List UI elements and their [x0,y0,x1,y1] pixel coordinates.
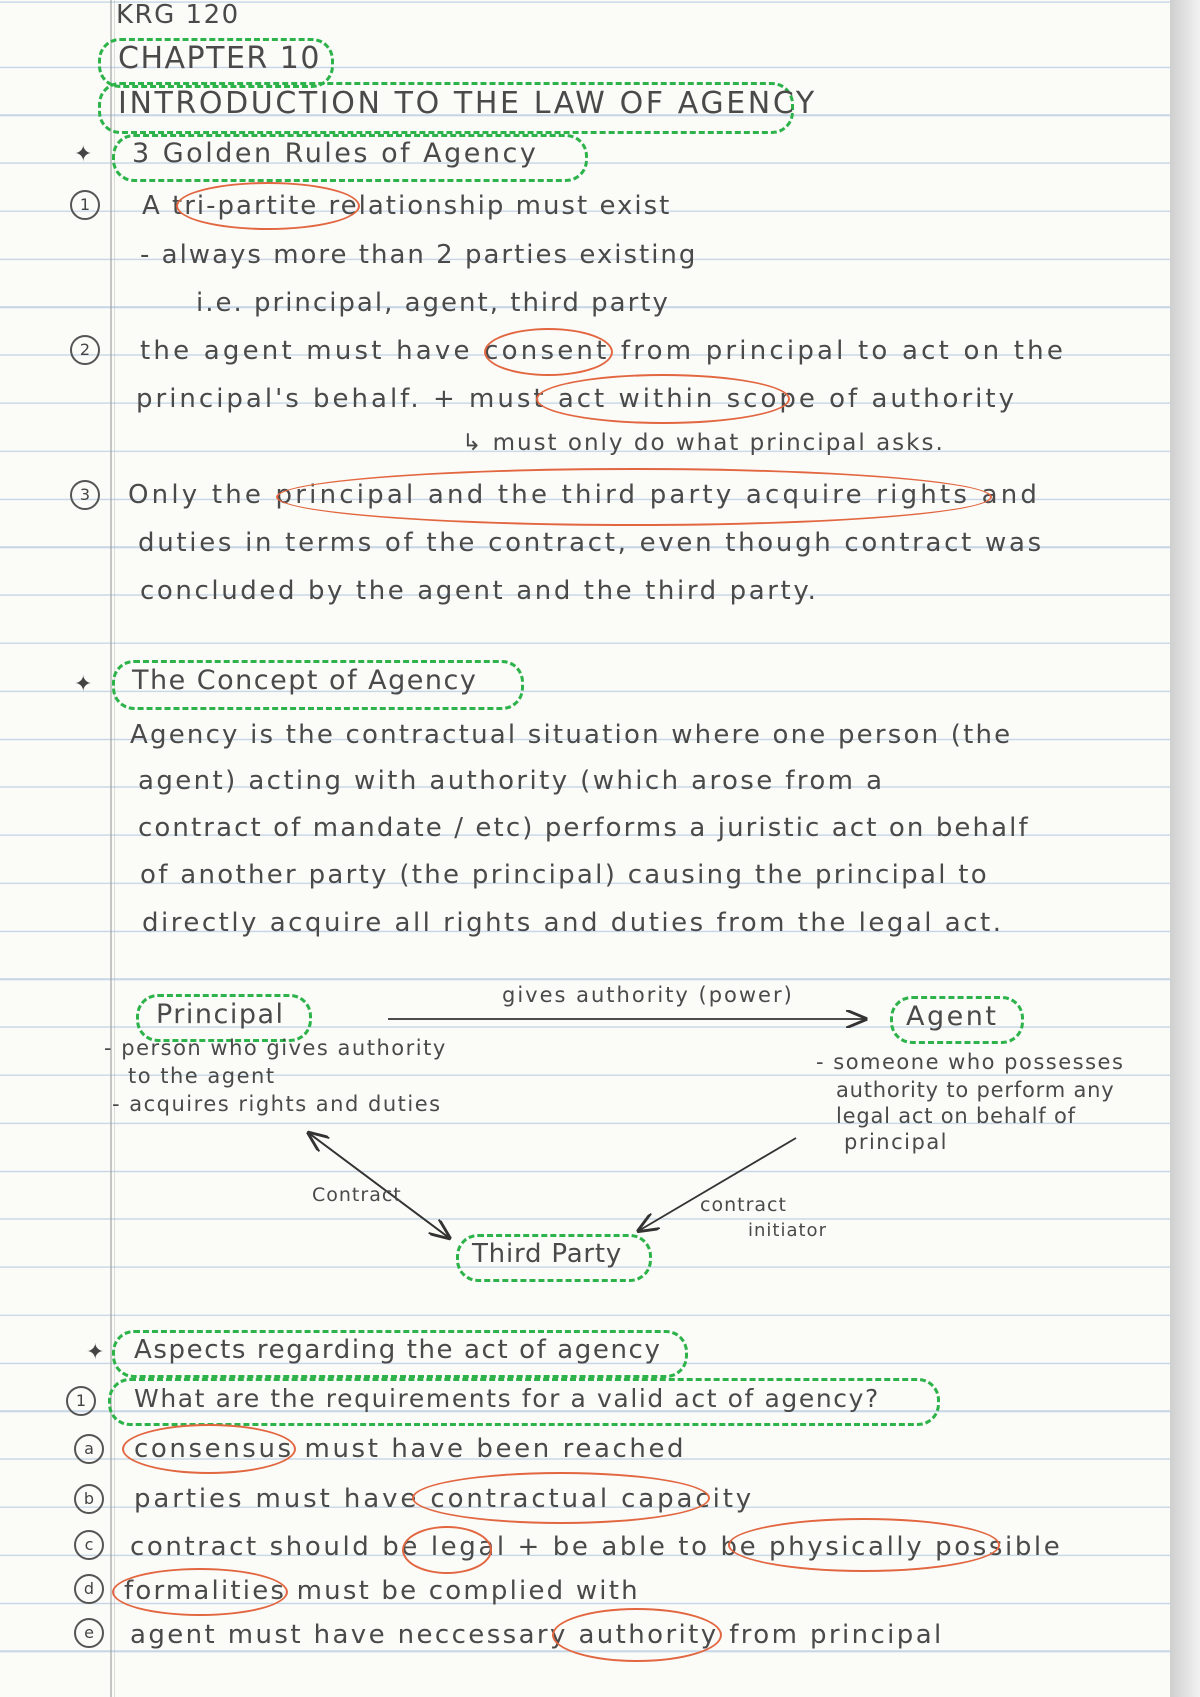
rule-2-line-2: principal's behalf. + must act within scope of authority [136,384,1017,414]
aspect-item-d: formalities must be complied with [124,1576,640,1606]
principal-note-3: - acquires rights and duties [112,1092,442,1116]
rule-1-line-3: i.e. principal, agent, third party [196,288,670,318]
contract-label: Contract [312,1184,402,1206]
agent-note-3: legal act on behalf of [836,1104,1076,1128]
highlight-contractual-capacity [412,1472,710,1524]
highlight-physically-possible [728,1518,1000,1572]
bullet-star: ✦ [74,142,93,167]
item-letter: c [74,1530,104,1560]
contract-initiator-label-2: initiator [748,1220,827,1241]
arrow-label-gives-authority: gives authority (power) [502,983,794,1007]
golden-rules-heading: 3 Golden Rules of Agency [132,138,539,169]
concept-heading: The Concept of Agency [132,665,478,696]
agent-note-1: - someone who possesses [816,1050,1125,1074]
concept-line-2: agent) acting with authority (which arose from a [138,766,885,796]
rule-1-line-2: - always more than 2 parties existing [140,240,698,270]
bullet-star: ✦ [74,672,93,697]
principal-note-2: to the agent [128,1064,276,1088]
aspects-heading: Aspects regarding the act of agency [134,1335,662,1365]
rule-2-line-1: the agent must have consent from principal to act on the [140,336,1067,366]
aspects-question: What are the requirements for a valid act of agency? [134,1384,880,1413]
course-code: KRG 120 [116,0,240,30]
aspect-item-a: consensus must have been reached [134,1434,687,1464]
rule-1-line-1: A tri-partite relationship must exist [142,191,672,221]
concept-line-4: of another party (the principal) causing the principal to [140,860,989,890]
arrow-to-third-party-right [640,1138,796,1230]
rule-number: 2 [70,335,100,365]
highlight-authority [552,1608,722,1662]
aspect-item-b: parties must have contractual capacity [134,1484,755,1514]
concept-line-3: contract of mandate / etc) performs a juristic act on behalf [138,813,1030,843]
principal-label: Principal [156,999,285,1030]
rule-number: 1 [70,190,100,220]
item-letter: e [74,1618,104,1648]
item-letter: d [74,1574,104,1604]
chapter-title: CHAPTER 10 [118,41,321,76]
aspect-item-c: contract should be legal + be able to be physically possible [130,1532,1063,1562]
page-title: INTRODUCTION TO THE LAW OF AGENCY [118,86,817,121]
rule-3-line-2: duties in terms of the contract, even though contract was [138,528,1044,558]
principal-note-1: - person who gives authority [104,1036,447,1060]
rule-3-line-1: Only the principal and the third party acquire rights and [128,480,1041,510]
agent-note-4: principal [844,1130,949,1154]
third-party-label: Third Party [472,1239,623,1269]
concept-line-1: Agency is the contractual situation where one person (the [130,720,1013,750]
rule-2-line-3: ↳ must only do what principal asks. [462,430,945,456]
rule-number: 3 [70,480,100,510]
item-letter: a [74,1434,104,1464]
concept-line-5: directly acquire all rights and duties from the legal act. [142,908,1004,938]
rule-3-line-3: concluded by the agent and the third party. [140,576,819,606]
aspects-question-number: 1 [66,1386,96,1416]
aspect-item-e: agent must have neccessary authority from principal [130,1620,944,1650]
agent-note-2: authority to perform any [836,1078,1115,1102]
contract-initiator-label-1: contract [700,1194,787,1216]
highlight-legal [402,1526,492,1574]
bullet-star: ✦ [86,1340,105,1365]
highlight-consensus [122,1424,296,1474]
item-letter: b [74,1484,104,1514]
agent-label: Agent [906,1001,999,1032]
highlight-formalities [112,1568,288,1616]
